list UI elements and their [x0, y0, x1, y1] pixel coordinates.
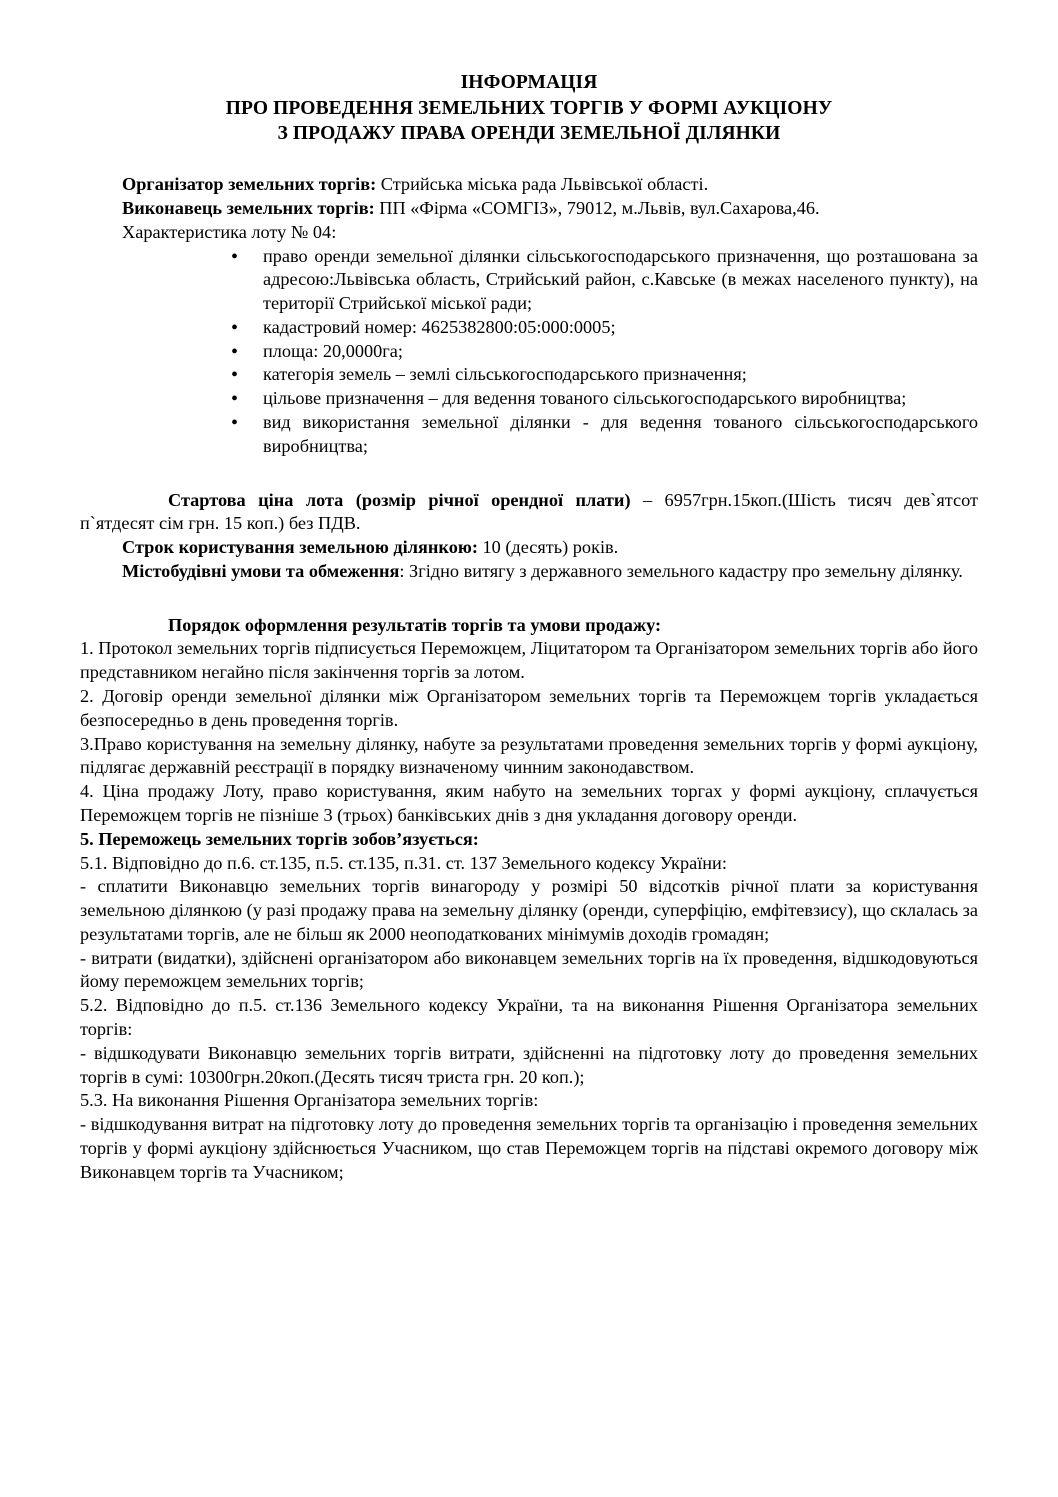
title-line-3: З ПРОДАЖУ ПРАВА ОРЕНДИ ЗЕМЕЛЬНОЇ ДІЛЯНКИ	[277, 123, 781, 145]
usage-term-label: Строк користування земельною ділянкою:	[122, 537, 478, 558]
list-item: • кадастровий номер: 4625382800:05:000:0005;	[225, 316, 978, 340]
organizer-line	[80, 173, 978, 197]
spacer-after-list	[80, 459, 978, 489]
list-item: • цільове призначення – для ведення тованого сільськогосподарського виробництва;	[225, 387, 978, 411]
clause-5-2-dash-1: - відшкодувати Виконавцю земельних торгів витрати, здійсненні на підготовку лоту до проведення земельних торгів в сумі: 10300грн.20коп.(Десять тисяч триста грн. 20 коп.);	[80, 1042, 978, 1087]
spacer-before-procedure	[80, 584, 978, 614]
clause-5-3: 5.3. На виконання Рішення Організатора земельних торгів:	[80, 1090, 539, 1111]
usage-term-paragraph	[80, 536, 978, 560]
executor-label: Виконавець земельних торгів:	[122, 197, 375, 218]
title-line-2: ПРО ПРОВЕДЕННЯ ЗЕМЕЛЬНИХ ТОРГІВ У ФОРМІ АУКЦІОНУ	[225, 97, 833, 119]
executor-line	[80, 197, 978, 221]
list-item: • вид використання земельної ділянки - для ведення тованого сільськогосподарського виробництва;	[225, 411, 978, 459]
urban-conditions-value: : Згідно витягу з державного земельного кадастру про земельну ділянку.	[399, 560, 963, 581]
start-price-value: – 6957грн.15коп.(Шість тисяч дев`ятсот п`ятдесят сім грн. 15 коп.) без ПДВ.	[80, 489, 978, 534]
list-item: • площа: 20,0000га;	[225, 340, 978, 364]
start-price-paragraph	[80, 489, 978, 537]
usage-term-value: 10 (десять) років.	[477, 537, 619, 558]
clause-5: 5. Переможець земельних торгів зобов’язується:	[80, 828, 479, 849]
procedure-heading: Порядок оформлення результатів торгів та умови продажу:	[168, 614, 662, 635]
list-item: • право оренди земельної ділянки сільськогосподарського призначення, що розташована за адресою:Львівська область, Стрийський район, с.Кавське (в межах населеного пункту), на території Стрийської міської ради;	[225, 245, 978, 316]
clause-2: 2. Договір оренди земельної ділянки між Організатором земельних торгів та Переможцем торгів укладається безпосередньо в день проведення торгів.	[80, 686, 978, 730]
clause-1: 1. Протокол земельних торгів підписується Переможцем, Ліцитатором та Організатором земельних торгів або його представником негайно після закінчення торгів за лотом.	[80, 638, 978, 683]
clause-5-1: 5.1. Відповідно до п.6. ст.135, п.5. ст.135, п.31. ст. 137 Земельного кодексу України:	[80, 852, 727, 873]
clause-3: 3.Право користування на земельну ділянку, набуте за результатами проведення земельних торгів у формі аукціону, підлягає державній реєстрації в порядку визначеному чинним законодавством.	[80, 733, 978, 778]
lot-characteristic-line: Характеристика лоту № 04:	[122, 221, 337, 242]
lot-details-list	[80, 245, 978, 459]
urban-conditions-paragraph	[80, 560, 978, 584]
clause-5-1-dash-2: - витрати (видатки), здійснені організатором або виконавцем земельних торгів на їх проведення, відшкодовуються йому переможцем земельних торгів;	[80, 947, 978, 992]
document-title	[80, 70, 978, 147]
organizer-value: Стрийська міська рада Львівської області.	[376, 174, 709, 195]
organizer-label: Організатор земельних торгів:	[122, 174, 377, 195]
clause-5-3-dash-1: - відшкодування витрат на підготовку лоту до проведення земельних торгів та організацію і проведення земельних торгів у формі аукціону здійснюється Учасником, що став Переможцем торгів на підставі окремого договору між Виконавцем торгів та Учасником;	[80, 1114, 978, 1182]
start-price-label: Стартова ціна лота (розмір річної орендної плати)	[168, 489, 631, 510]
urban-conditions-label: Містобудівні умови та обмеження	[122, 560, 400, 581]
title-line-1: ІНФОРМАЦІЯ	[460, 72, 598, 93]
clause-5-1-dash-1: - сплатити Виконавцю земельних торгів винагороду у розмірі 50 відсотків річної плати за користування земельною ділянкою (у разі продажу права на земельну ділянку (оренди, суперфіцію, емфітевзису), що склалась за результатами торгів, але не більш як 2000 неоподаткованих мінімумів доходів громадян;	[80, 876, 978, 944]
list-item: • категорія земель – землі сільськогосподарського призначення;	[225, 363, 978, 387]
clause-5-2: 5.2. Відповідно до п.5. ст.136 Земельного кодексу України, та на виконання Рішення Організатора земельних торгів:	[80, 995, 978, 1039]
spacer-after-title	[80, 147, 978, 173]
clause-4: 4. Ціна продажу Лоту, право користування, яким набуто на земельних торгах у формі аукціону, сплачується Переможцем торгів не пізніше 3 (трьох) банківських днів з дня укладання договору оренди.	[80, 781, 978, 825]
executor-value: ПП «Фірма «СОМГІЗ», 79012, м.Львів, вул.Сахарова,46.	[374, 197, 820, 218]
